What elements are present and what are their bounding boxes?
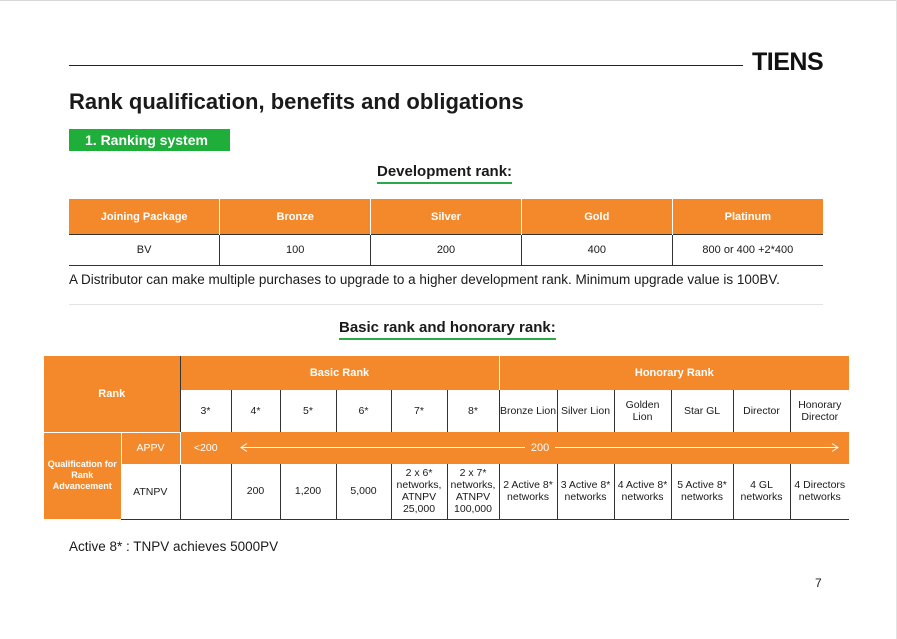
page-border-top bbox=[0, 0, 897, 1]
atnpv-bronze-lion: 2 Active 8* networks bbox=[499, 464, 557, 519]
rank-honorary-director: Honorary Director bbox=[790, 390, 849, 432]
header-gold: Gold bbox=[521, 199, 672, 235]
honorary-rank-header: Honorary Rank bbox=[499, 356, 849, 390]
atnpv-8-star: 2 x 7* networks, ATNPV 100,000 bbox=[447, 464, 499, 519]
development-rank-table bbox=[69, 199, 823, 266]
header-rule bbox=[69, 65, 743, 66]
page-title: Rank qualification, benefits and obligations bbox=[69, 89, 524, 114]
rank-bronze-lion: Bronze Lion bbox=[499, 390, 557, 432]
cell-gold-bv: 400 bbox=[521, 235, 672, 266]
rank-4-star: 4* bbox=[231, 390, 280, 432]
appv-first-value: <200 bbox=[180, 432, 231, 464]
development-note: A Distributor can make multiple purchases to upgrade to a higher development rank. Minimum upgrade value is 100BV. bbox=[69, 272, 780, 287]
development-bv-row bbox=[69, 235, 823, 266]
atnpv-star-gl: 5 Active 8* networks bbox=[671, 464, 733, 519]
rank-7-star: 7* bbox=[391, 390, 447, 432]
atnpv-silver-lion: 3 Active 8* networks bbox=[557, 464, 614, 519]
cell-bronze-bv: 100 bbox=[220, 235, 371, 266]
appv-range-cell bbox=[231, 432, 849, 464]
rank-silver-lion: Silver Lion bbox=[557, 390, 614, 432]
atnpv-golden-lion: 4 Active 8* networks bbox=[614, 464, 671, 519]
cell-platinum-bv: 800 or 400 +2*400 bbox=[672, 235, 823, 266]
section-label: 1. Ranking system bbox=[69, 129, 230, 151]
qualification-label: Qualification for Rank Advancement bbox=[44, 432, 121, 519]
atnpv-7-star: 2 x 6* networks, ATNPV 25,000 bbox=[391, 464, 447, 519]
atnpv-honorary-director: 4 Directors networks bbox=[790, 464, 849, 519]
header-platinum: Platinum bbox=[672, 199, 823, 235]
header-joining-package: Joining Package bbox=[100, 210, 188, 223]
atnpv-3-star bbox=[180, 464, 231, 519]
footnote: Active 8* : TNPV achieves 5000PV bbox=[69, 539, 279, 554]
appv-label: APPV bbox=[121, 432, 180, 464]
rank-8-star: 8* bbox=[447, 390, 499, 432]
cell-bv-label: BV bbox=[69, 235, 220, 266]
brand-logo: TIENS bbox=[752, 48, 824, 76]
basic-rank-header: Basic Rank bbox=[180, 356, 499, 390]
basic-rank-heading: Basic rank and honorary rank: bbox=[339, 319, 556, 340]
appv-row bbox=[44, 432, 849, 464]
atnpv-6-star: 5,000 bbox=[336, 464, 391, 519]
appv-range-value: 200 bbox=[525, 442, 555, 454]
atnpv-director: 4 GL networks bbox=[733, 464, 790, 519]
rank-director: Director bbox=[733, 390, 790, 432]
rank-golden-lion: Golden Lion bbox=[614, 390, 671, 432]
cell-silver-bv: 200 bbox=[371, 235, 522, 266]
header-bronze: Bronze bbox=[220, 199, 371, 235]
rank-6-star: 6* bbox=[336, 390, 391, 432]
rank-star-gl: Star GL bbox=[671, 390, 733, 432]
atnpv-label: ATNPV bbox=[121, 464, 180, 519]
rank-header: Rank bbox=[44, 356, 180, 432]
header-silver: Silver bbox=[371, 199, 522, 235]
atnpv-4-star: 200 bbox=[231, 464, 280, 519]
development-rank-heading: Development rank: bbox=[377, 163, 512, 184]
rank-5-star: 5* bbox=[280, 390, 336, 432]
atnpv-row bbox=[44, 464, 849, 519]
rank-3-star: 3* bbox=[180, 390, 231, 432]
development-header-row bbox=[69, 199, 823, 235]
atnpv-5-star: 1,200 bbox=[280, 464, 336, 519]
basic-honorary-rank-table bbox=[44, 356, 849, 520]
page-number: 7 bbox=[815, 576, 822, 590]
section-divider bbox=[69, 304, 823, 305]
